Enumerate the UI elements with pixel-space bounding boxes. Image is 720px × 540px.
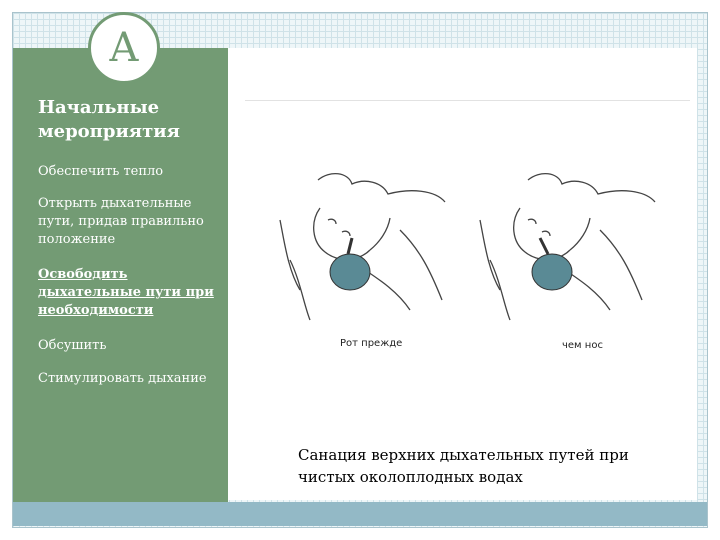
sidebar-title: Начальные мероприятия xyxy=(38,97,180,142)
suction-illustration xyxy=(270,160,700,370)
divider xyxy=(245,100,690,101)
sidebar-item-clear-airway[interactable]: Освободить дыхательные пути при необходимости xyxy=(38,267,214,318)
badge-letter: A xyxy=(109,25,139,71)
sidebar xyxy=(13,48,228,502)
sidebar-item-warmth: Обеспечить тепло xyxy=(38,164,164,179)
sidebar-item-airway-position: Открыть дыхательные пути, придав правильно положение xyxy=(38,196,204,247)
illustration-label-left: Рот прежде xyxy=(340,338,403,349)
bottom-band xyxy=(13,502,707,526)
bulb-syringe-left xyxy=(330,238,370,290)
illustration-label-right: чем нос xyxy=(562,340,603,351)
sidebar-item-stimulate: Стимулировать дыхание xyxy=(38,371,207,386)
infant-left xyxy=(280,174,445,320)
slide-caption: Санация верхних дыхательных путей при чистых околоплодных водах xyxy=(298,446,629,486)
section-badge xyxy=(88,12,160,84)
infant-right xyxy=(480,174,655,320)
sidebar-item-dry: Обсушить xyxy=(38,338,107,353)
bulb-syringe-right xyxy=(532,238,572,290)
